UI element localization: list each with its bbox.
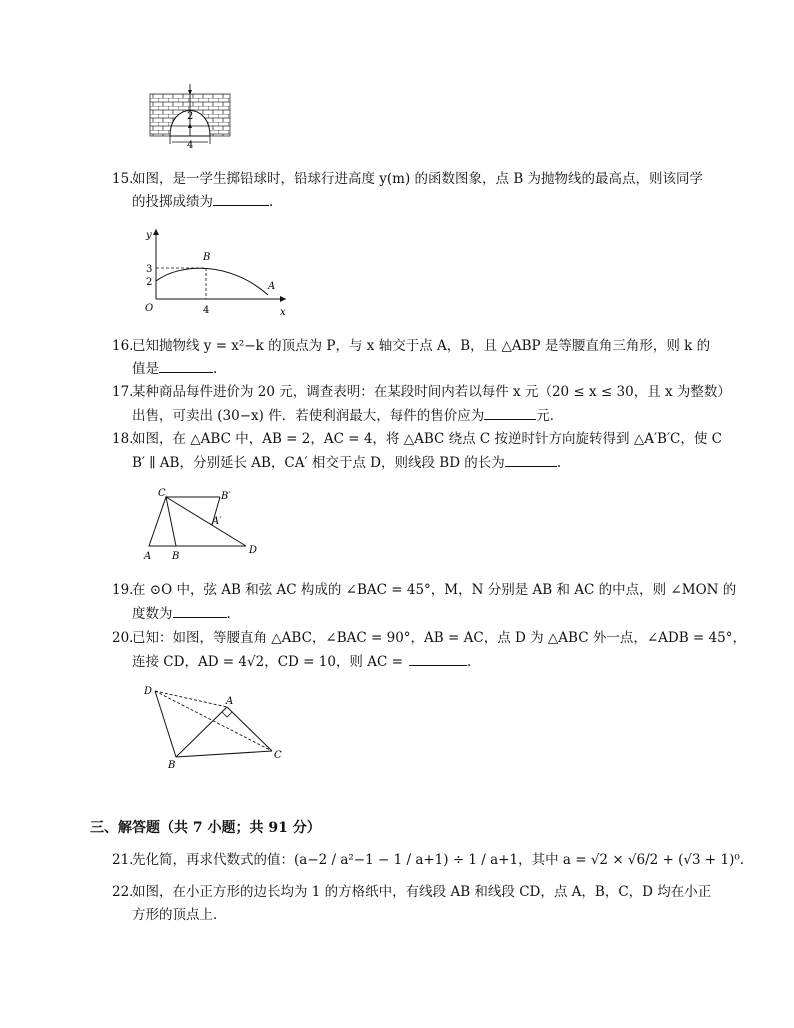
point-c-label: C bbox=[274, 750, 282, 761]
question-text: 先化简，再求代数式的值：(a−2 / a²−1 − 1 / a+1) ÷ 1 / a+1，其中 a = √2 × √6/2 + (√3 + 1)⁰. bbox=[132, 852, 745, 868]
question-number: 17. bbox=[112, 384, 134, 400]
tunnel-figure bbox=[148, 82, 234, 150]
question-number: 16. bbox=[112, 338, 134, 354]
point-d-label: D bbox=[249, 545, 258, 556]
answer-blank[interactable] bbox=[484, 407, 536, 420]
question-text: 连接 CD，AD = 4√2，CD = 10，则 AC = bbox=[132, 654, 403, 670]
answer-blank[interactable] bbox=[505, 454, 557, 467]
question-15-line-1 bbox=[112, 171, 703, 187]
question-19-line-2: 度数为 . bbox=[132, 606, 231, 622]
point-b-label: B bbox=[203, 252, 211, 263]
question-text: 方形的顶点上． bbox=[132, 907, 227, 923]
question-number: 21. bbox=[112, 852, 134, 868]
point-a-label: A bbox=[226, 696, 234, 707]
question-text: 如图，在 △ABC 中，AB = 2，AC = 4，将 △ABC 绕点 C 按逆时针方向旋转得到 △A′B′C，使 C bbox=[132, 431, 722, 447]
answer-blank[interactable] bbox=[213, 193, 269, 206]
question-number: 15. bbox=[112, 171, 134, 187]
point-b-prime-label: B′ bbox=[221, 491, 231, 502]
question-text: 已知：如图，等腰直角 △ABC，∠BAC = 90°，AB = AC，点 D 为 △ABC 外一点，∠ADB = 45°， bbox=[132, 630, 746, 646]
tunnel-label-4: 4 bbox=[187, 140, 194, 151]
section-title: 三、解答题（共 7 小题；共 91 分） bbox=[90, 820, 321, 836]
question-16-line-1 bbox=[112, 338, 710, 354]
question-number: 19. bbox=[112, 582, 134, 598]
question-17-line-1 bbox=[112, 384, 731, 400]
question-text: 的投掷成绩为 bbox=[132, 194, 213, 210]
question-text: 在 ⊙O 中，弦 AB 和弦 AC 构成的 ∠BAC = 45°，M，N 分别是 AB 和 AC 的中点，则 ∠MON 的 bbox=[132, 582, 737, 598]
question-15-line-2: 的投掷成绩为 . bbox=[132, 194, 274, 210]
origin-label: O bbox=[145, 303, 154, 314]
question-text: B′ ∥ AB，分别延长 AB，CA′ 相交于点 D，则线段 BD 的长为 bbox=[132, 455, 505, 471]
question-number: 22. bbox=[112, 884, 134, 900]
question-21-line-1 bbox=[112, 852, 744, 868]
question-22-line-2 bbox=[132, 907, 227, 923]
question-16-line-2: 值是 . bbox=[132, 361, 218, 377]
tick-4-label: 4 bbox=[203, 305, 210, 316]
tick-2-label: 2 bbox=[146, 277, 153, 288]
question-text: 值是 bbox=[132, 361, 159, 377]
answer-blank[interactable] bbox=[409, 653, 467, 666]
point-d-label: D bbox=[144, 686, 153, 697]
question-18-line-2: B′ ∥ AB，分别延长 AB，CA′ 相交于点 D，则线段 BD 的长为 . bbox=[132, 455, 562, 471]
question-17-line-2: 出售，可卖出 (30−x) 件．若使利润最大，每件的售价应为 元． bbox=[132, 408, 564, 424]
question-22-line-1 bbox=[112, 884, 711, 900]
question-18-line-1 bbox=[112, 431, 722, 447]
question-20-line-2: 连接 CD，AD = 4√2，CD = 10，则 AC = . bbox=[132, 654, 472, 670]
answer-blank[interactable] bbox=[159, 360, 213, 373]
answer-blank[interactable] bbox=[173, 605, 227, 618]
axis-y-label: y bbox=[146, 230, 152, 241]
question-text: 出售，可卖出 (30−x) 件．若使利润最大，每件的售价应为 bbox=[132, 408, 485, 424]
question-19-line-1 bbox=[112, 582, 736, 598]
question-text: 如图，在小正方形的边长均为 1 的方格纸中，有线段 AB 和线段 CD，点 A，B，C，D 均在小正 bbox=[132, 884, 712, 900]
question-number: 18. bbox=[112, 431, 134, 447]
parabola-graph bbox=[140, 225, 290, 317]
axis-x-label: x bbox=[280, 307, 286, 318]
point-b-label: B bbox=[172, 551, 180, 562]
question-text: 某种商品每件进价为 20 元，调查表明：在某段时间内若以每件 x 元（20 ≤ x ≤ 30，且 x 为整数） bbox=[132, 384, 731, 400]
question-number: 20. bbox=[112, 630, 134, 646]
question-text: 如图，是一学生掷铅球时，铅球行进高度 y(m) 的函数图象，点 B 为抛物线的最高点，则该同学 bbox=[132, 171, 704, 187]
triangle-figure bbox=[140, 682, 290, 772]
point-b-label: B bbox=[168, 760, 176, 771]
tick-3-label: 3 bbox=[146, 264, 153, 275]
tunnel-label-2: 2 bbox=[187, 111, 194, 122]
point-a-label: A bbox=[268, 281, 276, 292]
question-text: 已知抛物线 y = x²−k 的顶点为 P，与 x 轴交于点 A，B，且 △ABP 是等腰直角三角形，则 k 的 bbox=[132, 338, 711, 354]
point-c-label: C bbox=[158, 488, 166, 499]
point-a-prime-label: A′ bbox=[212, 516, 222, 527]
rotation-figure bbox=[140, 484, 270, 564]
question-20-line-1 bbox=[112, 630, 746, 646]
question-text: 度数为 bbox=[132, 606, 173, 622]
point-a-label: A bbox=[144, 551, 152, 562]
